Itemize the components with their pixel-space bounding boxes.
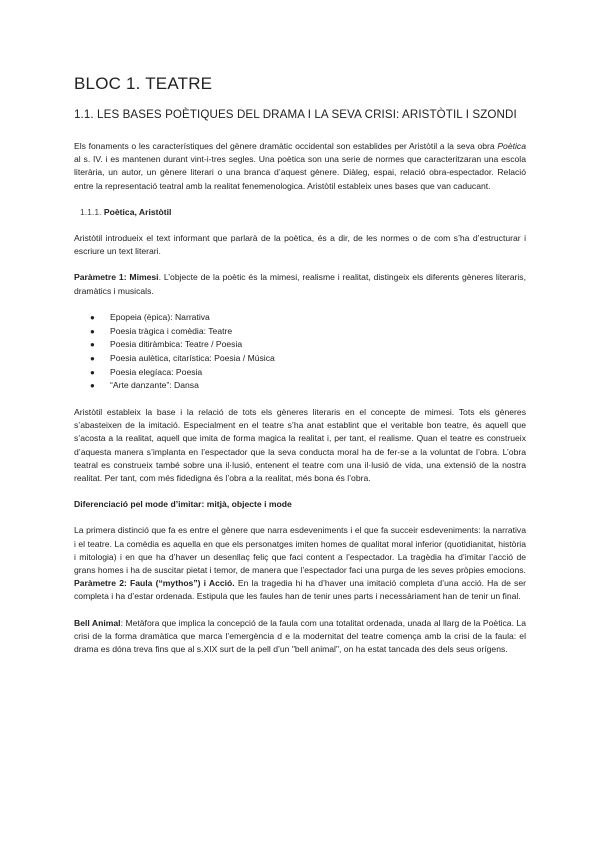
poetica-intro-paragraph: Aristòtil introdueix el text informant que parlarà de la poètica, és a dir, de les normes o de com s’ha d’estructurar i escriure un text literari. bbox=[74, 233, 526, 257]
list-item bbox=[74, 379, 526, 393]
subsection-heading bbox=[74, 206, 526, 219]
list-item bbox=[74, 311, 526, 325]
list-item-text: Poesia tràgica i comèdia: Teatre bbox=[110, 325, 233, 336]
list-item bbox=[74, 325, 526, 339]
page-title: BLOC 1. TEATRE bbox=[74, 74, 213, 93]
list-item bbox=[74, 352, 526, 366]
intro-paragraph bbox=[74, 140, 526, 193]
param2-paragraph bbox=[74, 577, 526, 603]
param2-label: Paràmetre 2: Faula (“mythos”) i Acció. bbox=[74, 578, 235, 589]
bullet-icon: ● bbox=[90, 340, 95, 350]
genre-list bbox=[74, 311, 526, 393]
list-item bbox=[74, 338, 526, 352]
bell-animal-text: : Metàfora que implica la concepció de la faula com una totalitat ordenada, unada al llarg de la Poètica. La crisi de la forma dramàtica que marca l’emergència d e la modernitat del teatre comença amb la crisi de la faula: el drama es dóna treva fins que al s.XIX surt de la pell d’un "bell animal", on ha estat tancada des dels seus orígens. bbox=[74, 617, 526, 655]
list-item-text: Poesia elegíaca: Poesia bbox=[110, 366, 203, 377]
section-title: 1.1. LES BASES POÈTIQUES DEL DRAMA I LA SEVA CRISI: ARISTÒTIL I SZONDI bbox=[74, 108, 517, 121]
bullet-icon: ● bbox=[90, 367, 95, 377]
bullet-icon: ● bbox=[90, 381, 95, 391]
subsection-number: 1.1.1. bbox=[80, 206, 102, 217]
list-item-text: Poesia ditiràmbica: Teatre / Poesia bbox=[110, 339, 243, 350]
bell-animal-paragraph bbox=[74, 617, 526, 657]
bullet-icon: ● bbox=[90, 326, 95, 336]
list-item bbox=[74, 366, 526, 380]
intro-italic-title: Poètica bbox=[497, 141, 526, 151]
bullet-icon: ● bbox=[90, 353, 95, 363]
list-item-text: Epopeia (èpica): Narrativa bbox=[110, 311, 210, 322]
intro-text-1: Els fonaments o les característiques del gènere dramàtic occidental son establides per Aristòtil a la seva obra bbox=[74, 141, 498, 151]
mimesi-paragraph: Aristòtil estableix la base i la relació de tots els gèneres literaris en el concepte de mimesi. Tots els gèneres s’abasteixen de la imitació. Especialment en el teatre s’ha anat establint que el veritable bon teatre, és aquell que s’acosta a la realitat, aquell que imita de forma magica la realitat i, per tant, el realisme. Quan el teatre es construeix d’aquesta manera s’implanta en l’espectador que la seva conducta moral ha de fer-se a la voluntat de l’obra. L’obra teatral es construeix també sobre una il·lusió, entenent el teatre com una il·lusió de vida, una extensió de la nostra realitat. Per tant, com més fidedigna és l’obra a la realitat, més bona és l’obra. bbox=[74, 407, 526, 484]
diferenciacio-heading: Diferenciació pel mode d’imitar: mitjà, objecte i mode bbox=[74, 499, 292, 510]
document-body bbox=[74, 140, 526, 656]
list-item-text: “Arte danzante”: Dansa bbox=[110, 380, 199, 391]
param1-label: Paràmetre 1: Mimesi bbox=[74, 272, 159, 283]
param2-text: En la tragedia hi ha d’haver una imitació completa d’una acció. Ha de ser completa i ha d’estar ordenada. Estipula que les faules han de tenir unes parts i necessàriament han de tenir un final. bbox=[74, 578, 526, 602]
param1-text: . L’objecte de la poètic és la mimesi, realisme i realitat, distingeix els diferents gèneres literaris, dramàtics i musicals. bbox=[74, 272, 526, 296]
param1-paragraph bbox=[74, 271, 526, 297]
bell-animal-label: Bell Animal bbox=[74, 617, 121, 628]
list-item-text: Poesia aulètica, citarística: Poesia / Música bbox=[110, 352, 275, 363]
intro-text-2: al s. IV. i es mantenen durant vint-i-tres segles. Una poètica son una serie de normes que caracteritzaran una escola literària, un autor, un gènere literari o una branca d’aquest gènere. Diàleg, espai, relació obra-espectador. Relació entre la representació teatral amb la realitat fenemenologica. Aristòtil estableix unes bases que van caducant. bbox=[74, 154, 526, 191]
distincio-paragraph: La primera distinció que fa es entre el gènere que narra esdeveniments i el que fa succeir esdeveniments: la narrativa i el teatre. La comèdia es aquella en que els personatges imiten homes de qualitat moral inferior (quotidianitat, història i mitologia) i en que ha d’haver un desenllaç feliç que faci content a l’espectador. La tragèdia ha d’imitar l’acció de grans homes i ha de suscitar pietat i temor, de manera que l’espectador faci una purga de les seves pròpies emocions. bbox=[74, 525, 526, 576]
subsection-title: Poètica, Aristòtil bbox=[103, 206, 172, 217]
bullet-icon: ● bbox=[90, 312, 95, 322]
